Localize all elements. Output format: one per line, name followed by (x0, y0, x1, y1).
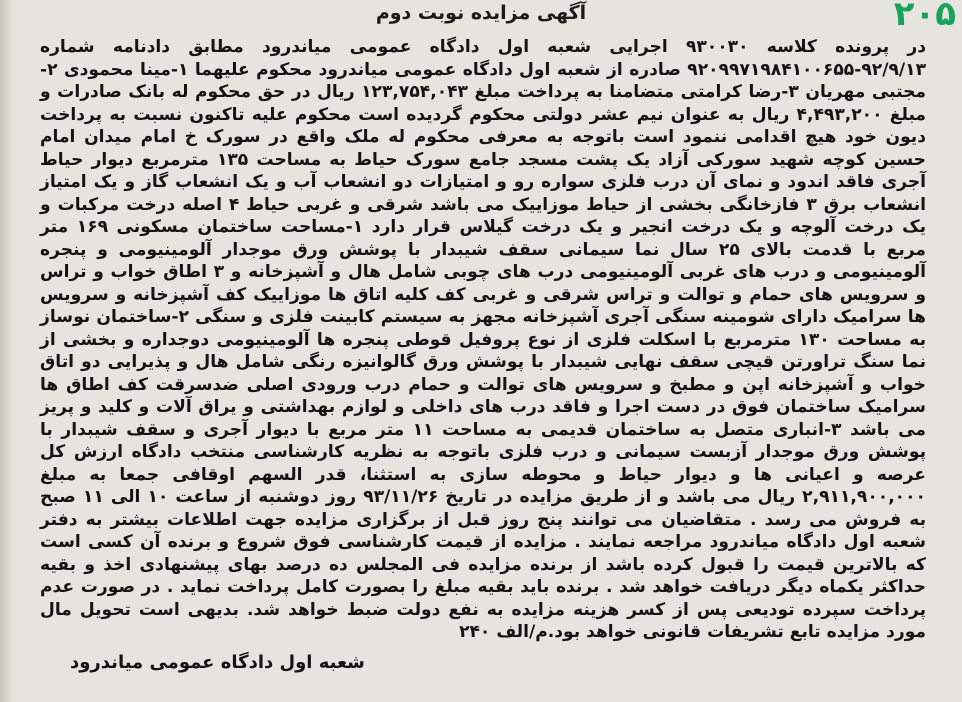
paper-fold-shadow (0, 0, 14, 702)
page-corner-number: ۲۰۵ (893, 0, 956, 34)
notice-heading: آگهی مزایده نوبت دوم (375, 2, 587, 24)
notice-signature: شعبه اول دادگاه عمومی میاندرود (70, 652, 365, 673)
notice-body: در پرونده کلاسه ۹۳۰۰۳۰ اجرایی شعبه اول دادگاه عمومی میاندرود مطابق دادنامه شماره ۹۲/۹/۱۳-۹۲۰۹۹۷۱۹۸۴۱۰۰۶۵۵ صادره از شعبه اول دادگاه عمومی میاندرود محکوم علیهما ۱-مینا محمودی ۲-مجتبی مهریان ۳-رضا کرامتی متضامنا به پرداخت مبلغ ۱۲۳,۷۵۴,۰۴۳ ریال در حق محکوم له بانک صادرات و مبلغ ۴,۴۹۳,۲۰۰ ریال به عنوان نیم عشر دولتی محکوم گردیده است محکوم علیه تاکنون نسبت به پرداخت دیون خود هیچ اقدامی ننمود است باتوجه به معرفی محکوم له ملک واقع در سورک خ امام میدان امام حسین کوچه شهید سورکی آزاد یک پشت مسجد جامع سورک حیاط به مساحت ۱۳۵ مترمربع دیوار حیاط آجری فاقد اندود و نمای آن درب فلزی سواره رو و امتیازات دو انشعاب آب و یک انشعاب گاز و یک امتیاز انشعاب برق ۳ فازخانگی بخشی از حیاط موزاییک می باشد شرقی و غربی حیاط ۴ اصله درخت مرکبات و یک درخت آلوچه و یک درخت انجیر و یک درخت گیلاس قرار دارد ۱-مساحت ساختمان مسکونی ۱۶۹ متر مربع با قدمت بالای ۲۵ سال نما سیمانی سقف شیبدار با پوشش ورق موجدار آلومینیومی و پنجره آلومینیومی و درب های غربی آلومینیومی درب های چوبی شامل هال و آشپزخانه و ۳ اطاق خواب و تراس و سرویس های حمام و توالت و تراس شرقی و غربی کف کلیه اتاق ها موزاییک کف آشپزخانه و سرویس ها سرامیک دارای شومینه سنگی آجری آشپزخانه مجهز به سیستم کابینت فلزی و سنگی ۲-ساختمان نوساز به مساحت ۱۳۰ مترمربع با اسکلت فلزی از نوع پروفیل قوطی پنجره ها آلومینیومی دوجداره و بخشی از نما سنگ تراورتن قیچی سقف نهایی شیبدار با پوشش ورق گالوانیزه رنگی شامل هال و پذیرایی دو اتاق خواب و آشپزخانه اپن و مطبخ و سرویس های توالت و حمام درب ورودی اصلی ضدسرقت کف اطاق ها سرامیک ساختمان فوق در دست اجرا و فاقد درب های داخلی و لوازم بهداشتی و یراق آلات و کلید و پریز می باشد ۳-انباری متصل به ساختمان قدیمی به مساحت ۱۱ متر مربع با دیوار آجری و سقف شیبدار با پوشش ورق موجدار آزبست سیمانی و درب فلزی باتوجه به نظریه کارشناسی منتخب دادگاه ارزش کل عرصه و اعیانی ها و دیوار حیاط و محوطه سازی به استثنا، قدر السهم اوقافی جمعا به مبلغ ۲,۹۱۱,۹۰۰,۰۰۰ ریال می باشد و از طریق مزایده در تاریخ ۹۳/۱۱/۲۶ روز دوشنبه از ساعت ۱۰ الی ۱۱ صبح به فروش می رسد . متقاضیان می توانند پنج روز قبل از برگزاری مزایده جهت اطلاعات بیشتر به دفتر شعبه اول دادگاه میاندرود مراجعه نمایند . مزایده از قیمت کارشناسی فوق شروع و برنده آن کسی است که بالاترین قیمت را قبول کرده باشد از برنده مزایده فی المجلس ده درصد بهای پیشنهادی اخذ و بقیه حداکثر یکماه دیگر دریافت خواهد شد . برنده باید بقیه مبلغ را بصورت کامل پرداخت نماید . در صورت عدم پرداخت سپرده تودیعی پس از کسر هزینه مزایده به نفع دولت ضبط خواهد شد. بدیهی است تحویل مال مورد مزایده تابع تشریفات قانونی خواهد بود.م/الف ۲۴۰ (40, 37, 927, 642)
